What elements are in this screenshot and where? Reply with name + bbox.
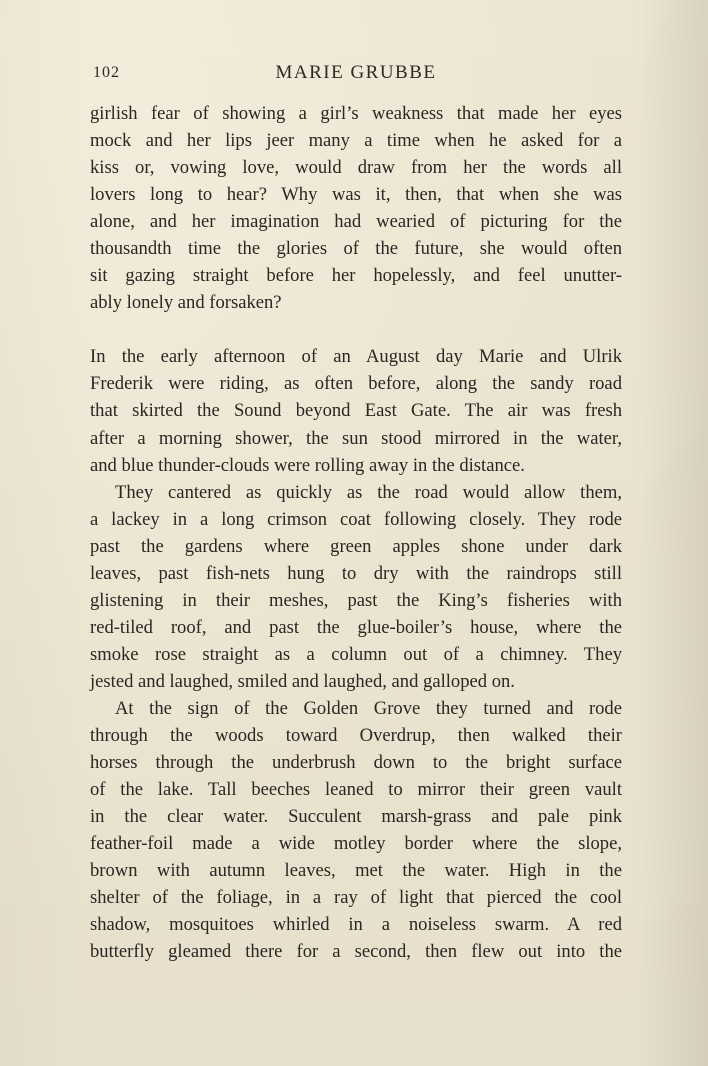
text-line: In the early afternoon of an August day Marie and Ulrik [90,346,622,368]
body-text [90,100,622,965]
text-line: kiss or, vowing love, would draw from her the words all [90,157,622,179]
running-head: MARIE GRUBBE [275,62,437,83]
text-line: butterfly gleamed there for a second, then flew out into the [90,941,622,963]
text-line: brown with autumn leaves, met the water. High in the [90,860,622,882]
text-line: ably lonely and forsaken? [90,292,282,314]
text-line: shelter of the foliage, in a ray of light that pierced the cool [90,887,622,909]
text-line: red-tiled roof, and past the glue-boiler’s house, where the [90,616,622,638]
text-line: leaves, past fish-nets hung to dry with the raindrops still [90,562,622,584]
paragraph [90,479,622,695]
text-line: mock and her lips jeer many a time when he asked for a [90,130,622,152]
text-line: girlish fear of showing a girl’s weakness that made her eyes [90,103,622,124]
text-line: lovers long to hear? Why was it, then, that when she was [90,184,622,206]
text-line: sit gazing straight before her hopelessly, and feel unutter- [90,265,622,287]
paragraph [90,100,622,316]
text-line: shadow, mosquitoes whirled in a noiseless swarm. A red [90,914,622,936]
text-line: after a morning shower, the sun stood mirrored in the water, [90,427,622,449]
text-line: thousandth time the glories of the future, she would often [90,238,622,260]
section-break [90,316,622,343]
text-line: past the gardens where green apples shone under dark [90,535,622,557]
text-line: in the clear water. Succulent marsh-grass and pale pink [90,806,622,828]
text-line: smoke rose straight as a column out of a chimney. They [90,643,622,665]
text-line: alone, and her imagination had wearied of picturing for the [90,211,622,233]
text-line: Frederik were riding, as often before, along the sandy road [90,373,622,395]
paragraph [90,343,622,478]
text-line: horses through the underbrush down to the bright surface [90,752,622,774]
paragraph [90,695,622,965]
text-line: and blue thunder-clouds were rolling away in the distance. [90,454,525,476]
text-line: that skirted the Sound beyond East Gate. The air was fresh [90,400,622,422]
text-line: glistening in their meshes, past the King’s fisheries with [90,589,622,611]
page-number: 102 [93,64,120,81]
text-line: feather-foil made a wide motley border where the slope, [90,833,622,855]
text-line: At the sign of the Golden Grove they turned and rode [115,697,622,719]
page-header [90,62,622,88]
text-line: a lackey in a long crimson coat following closely. They rode [90,508,622,530]
text-line: jested and laughed, smiled and laughed, and galloped on. [90,670,515,692]
text-line: through the woods toward Overdrup, then walked their [90,725,622,747]
text-line: of the lake. Tall beeches leaned to mirror their green vault [90,779,622,801]
text-line: They cantered as quickly as the road would allow them, [115,481,622,503]
